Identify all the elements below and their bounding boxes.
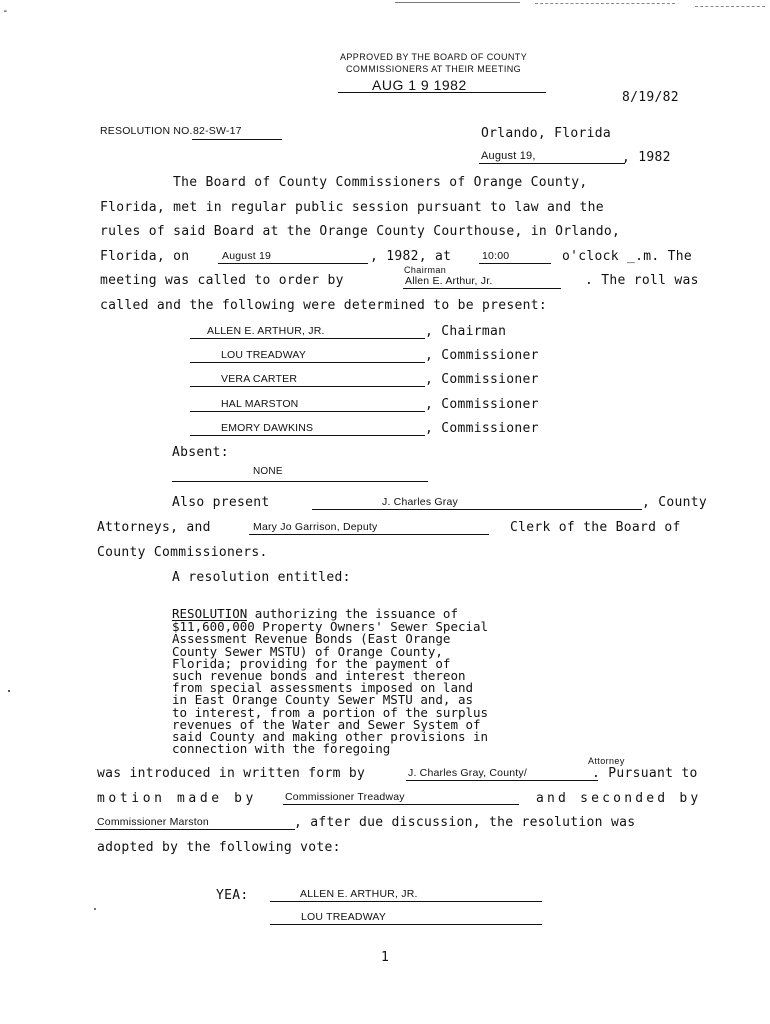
introduced-d: adopted by the following vote: — [97, 840, 341, 855]
resolution-title-block — [172, 608, 488, 755]
absent-label: Absent: — [172, 445, 229, 460]
roll-name: VERA CARTER — [221, 373, 298, 385]
meeting-date-rule — [218, 263, 368, 264]
body-line6: called and the following were determined to be present: — [100, 298, 547, 313]
roll-name: ALLEN E. ARTHUR, JR. — [207, 325, 325, 337]
place: Orlando, Florida — [481, 126, 612, 141]
also-present-d: Clerk of the Board of — [510, 520, 681, 535]
introduced-c: , after due discussion, the resolution was — [294, 815, 636, 830]
deputy-clerk-name: Mary Jo Garrison, Deputy — [253, 521, 378, 533]
vote-rule — [270, 924, 542, 925]
body-line3: rules of said Board at the Orange County Courthouse, in Orlando, — [100, 224, 621, 239]
body-line2: Florida, met in regular public session pursuant to law and the — [100, 200, 604, 215]
scan-mark: - — [2, 4, 9, 17]
scan-speck — [8, 690, 10, 692]
resolution-entitled: A resolution entitled: — [172, 570, 351, 585]
title-line: Florida; providing for the payment of — [172, 655, 451, 671]
absent-value: NONE — [253, 466, 283, 477]
title-line: in East Orange County Sewer MSTU and, as — [172, 692, 474, 708]
body-line1: The Board of County Commissioners of Orange County, — [173, 175, 588, 190]
title-line: said County and making other provisions in — [172, 729, 489, 745]
stamp-line1: APPROVED BY THE BOARD OF COUNTY — [340, 52, 528, 62]
title-line: such revenue bonds and interest thereon — [172, 668, 466, 684]
year-suffix: , 1982 — [622, 150, 671, 165]
seconded-by-rule — [95, 829, 295, 830]
called-by-rule — [403, 288, 561, 289]
title-line: to interest, from a portion of the surplus — [172, 704, 489, 720]
body-line5-b: . The roll was — [585, 273, 699, 288]
roll-title: , Commissioner — [425, 397, 539, 412]
county-attorney-name: J. Charles Gray — [382, 496, 458, 508]
scan-line — [535, 3, 675, 4]
body-line5-a: meeting was called to order by — [100, 273, 344, 288]
introduced-by-rule — [406, 780, 598, 781]
motion-by-rule — [283, 804, 519, 805]
title-line: Assessment Revenue Bonds (East Orange — [172, 631, 451, 647]
introduced-b: . Pursuant to — [592, 766, 698, 781]
roll-title: , Commissioner — [425, 372, 539, 387]
roll-rule — [190, 435, 425, 436]
meeting-time: 10:00 — [482, 250, 510, 262]
page-number: 1 — [381, 950, 390, 965]
roll-rule — [190, 362, 425, 363]
scan-line — [395, 2, 520, 3]
also-present-b: , County — [642, 495, 708, 510]
body-line4-b: , 1982, at — [370, 249, 452, 264]
motion-by-name: Commissioner Treadway — [285, 791, 405, 803]
seconded-by-name: Commissioner Marston — [97, 816, 209, 828]
resolution-heading: RESOLUTION — [172, 606, 248, 621]
chairman-note: Chairman — [404, 265, 447, 275]
meeting-time-rule — [479, 263, 551, 264]
roll-rule — [190, 411, 425, 412]
deputy-clerk-rule — [249, 534, 489, 535]
roll-rule — [190, 386, 425, 387]
title-line: revenues of the Water and Sewer System of — [172, 716, 481, 732]
resolution-number-rule — [192, 139, 282, 140]
roll-rule — [190, 338, 425, 339]
body-line4-a: Florida, on — [100, 249, 190, 264]
county-attorney-rule — [312, 509, 642, 510]
also-present-c: Attorneys, and — [97, 520, 211, 535]
introduced-a: was introduced in written form by — [97, 766, 366, 781]
vote-name: ALLEN E. ARTHUR, JR. — [300, 888, 418, 900]
vote-name: LOU TREADWAY — [301, 911, 387, 923]
title-line: authorizing the issuance of — [247, 606, 458, 621]
title-line: from special assessments imposed on land — [172, 680, 474, 696]
vote-label: YEA: — [216, 888, 249, 903]
attorney-note: Attorney — [588, 756, 625, 766]
roll-name: HAL MARSTON — [221, 398, 299, 410]
roll-title: , Commissioner — [425, 421, 539, 436]
body-line4-c: o'clock _.m. The — [562, 249, 693, 264]
also-present-e: County Commissioners. — [97, 545, 268, 560]
date-filled: August 19, — [481, 150, 536, 162]
roll-name: EMORY DAWKINS — [221, 422, 314, 434]
also-present-label: Also present — [172, 495, 270, 510]
title-line: connection with the foregoing — [172, 741, 391, 757]
resolution-label: RESOLUTION NO. — [100, 125, 193, 137]
called-by-name: Allen E. Arthur, Jr. — [405, 275, 493, 287]
date-rule — [479, 163, 625, 164]
top-date: 8/19/82 — [622, 90, 679, 105]
roll-title: , Chairman — [425, 324, 507, 339]
absent-rule — [172, 481, 428, 482]
vote-rule — [270, 901, 542, 902]
scan-speck — [94, 908, 96, 910]
stamp-line2: COMMISSIONERS AT THEIR MEETING — [346, 64, 522, 74]
stamp-rule — [338, 92, 546, 93]
title-line: County Sewer MSTU) of Orange County, — [172, 643, 443, 659]
roll-title: , Commissioner — [425, 348, 539, 363]
motion-b: and seconded by — [536, 791, 702, 806]
title-line: $11,600,000 Property Owners' Sewer Special — [172, 619, 489, 635]
roll-name: LOU TREADWAY — [221, 349, 307, 361]
scan-line — [695, 6, 765, 7]
meeting-date: August 19 — [222, 250, 272, 262]
motion-a: motion made by — [97, 791, 257, 806]
stamp-date: AUG 1 9 1982 — [372, 77, 467, 93]
introduced-by-name: J. Charles Gray, County/ — [408, 767, 527, 779]
resolution-number: 82-SW-17 — [193, 125, 242, 137]
